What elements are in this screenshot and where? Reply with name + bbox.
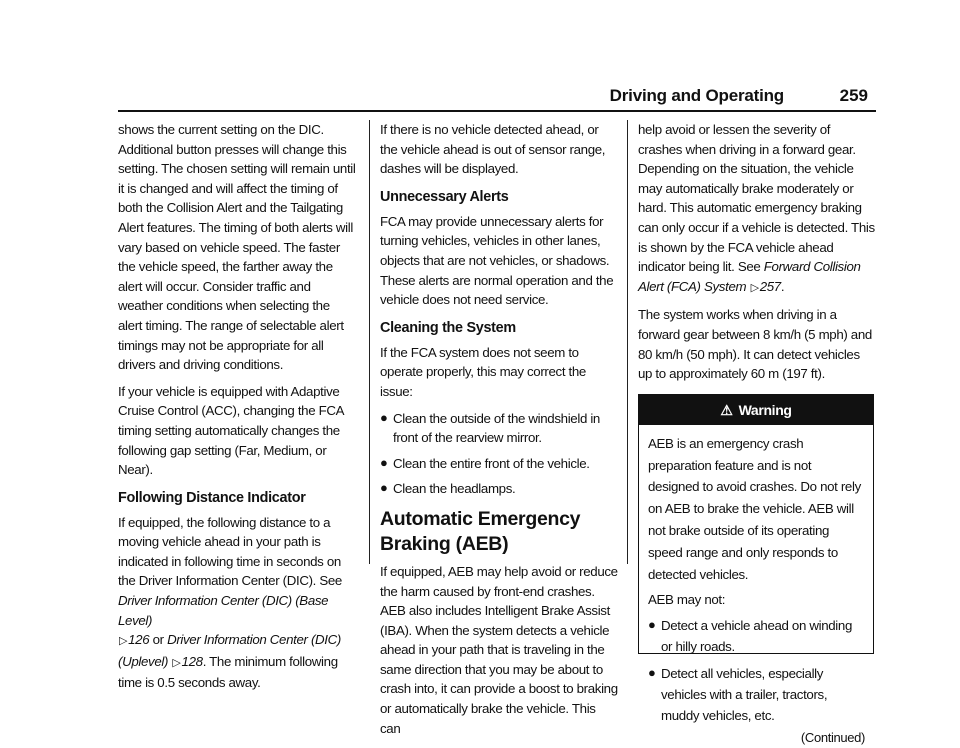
- paragraph: The system works when driving in a forward gear between 8 km/h (5 mph) and 80 km/h (50 mph). It can detect vehicles up to approximately 60 m (197 ft).: [638, 307, 872, 382]
- paragraph: If your vehicle is equipped with Adaptive Cruise Control (ACC), changing the FCA timing setting automatically changes the following gap setting (Far, Medium, or Near).: [118, 383, 344, 478]
- column-divider: [369, 120, 370, 564]
- heading-aeb: Automatic Emergency Braking (AEB): [380, 507, 581, 555]
- heading-following-distance: Following Distance Indicator: [118, 489, 306, 506]
- paragraph: If equipped, AEB may help avoid or reduce the harm caused by front-end crashes. AEB also includes Intelligent Brake Assist (IBA). When the system detects a vehicle ahead in your path that is traveling in the same direction that you may be about to crash into, it can provide a boost to braking or automatically brake the vehicle. This can: [380, 563, 618, 736]
- paragraph: help avoid or lessen the severity of crashes when driving in a forward gear. Depending on the situation, the vehicle may automatically brake moderately or hard. This automatic emergency braking can only occur if a vehicle is detected. This is shown by the FCA vehicle ahead indicator being lit. See Forward Collision Alert (FCA) System ▷257.: [638, 122, 875, 294]
- paragraph: If equipped, the following distance to a moving vehicle ahead in your path is indicated in following time in seconds on the Driver Information Center (DIC). See Driver Information Center (DIC) (Base Level) ▷126 or Driver Information Center (DIC) (Uplevel) ▷128. The minimum following time is 0.5 seconds away.: [118, 514, 342, 691]
- cross-reference-link[interactable]: Driver Information Center (DIC) (Uplevel): [118, 632, 341, 669]
- paragraph: If the FCA system does not seem to operate properly, this may correct the issue:: [380, 344, 586, 399]
- page-header: [118, 80, 876, 112]
- page-ref[interactable]: 128: [181, 653, 203, 669]
- section-title: Driving and Operating: [609, 86, 784, 105]
- cross-reference-link[interactable]: Driver Information Center (DIC) (Base Level): [118, 593, 329, 628]
- warning-box: [638, 394, 874, 746]
- warning-body: [639, 425, 873, 748]
- continued-label: (Continued): [800, 730, 865, 746]
- bullet-icon: ●: [648, 617, 656, 633]
- heading-cleaning-system: Cleaning the System: [380, 319, 516, 336]
- page-ref[interactable]: 257: [759, 278, 781, 294]
- column-3: [638, 120, 876, 746]
- page-ref-arrow-icon: ▷: [172, 656, 181, 669]
- column-divider: [627, 120, 628, 564]
- bullet-list: [648, 615, 865, 726]
- page-ref-arrow-icon: ▷: [119, 635, 128, 648]
- list-item: ● Detect all vehicles, especially vehicles with a trailer, tractors, muddy vehicles, etc.: [648, 663, 865, 726]
- warning-header: [639, 395, 873, 425]
- paragraph: AEB is an emergency crash preparation feature and is not designed to avoid crashes. Do not rely on AEB to brake the vehicle. AEB will not brake outside of its operating speed range and only responds to detected vehicles.: [648, 435, 861, 582]
- list-item: ● Clean the entire front of the vehicle.: [380, 454, 590, 471]
- paragraph: If there is no vehicle detected ahead, or the vehicle ahead is out of sensor range, dashes will be displayed.: [380, 122, 606, 177]
- warning-triangle-icon: ⚠: [720, 401, 733, 418]
- bullet-list: [380, 409, 618, 499]
- paragraph: shows the current setting on the DIC. Additional button presses will change this setting. The chosen setting will remain until it is changed and will affect the timing of both the Collision Alert and the Tailgating Alert features. The timing of both alerts will vary based on vehicle speed. The faster the vehicle speed, the farther away the alert will occur. Consider traffic and weather conditions when selecting the alert timing. The range of selectable alert timings may not be appropriate for all drivers and driving conditions.: [118, 122, 356, 373]
- paragraph: AEB may not:: [648, 592, 726, 608]
- page-number: 259: [839, 86, 868, 105]
- list-item: ● Clean the headlamps.: [380, 480, 516, 497]
- header-rule: [118, 110, 876, 112]
- column-1: [118, 120, 356, 700]
- bullet-icon: ●: [380, 454, 388, 470]
- list-item: ● Detect a vehicle ahead on winding or hilly roads.: [648, 615, 865, 657]
- page-ref[interactable]: 126: [128, 632, 150, 648]
- bullet-icon: ●: [380, 409, 388, 425]
- bullet-icon: ●: [380, 480, 388, 496]
- heading-unnecessary-alerts: Unnecessary Alerts: [380, 188, 509, 205]
- warning-title: Warning: [738, 401, 792, 418]
- page-ref-arrow-icon: ▷: [750, 281, 759, 294]
- cross-reference-link[interactable]: Forward Collision Alert (FCA) System: [638, 259, 861, 294]
- list-item: ● Clean the outside of the windshield in front of the rearview mirror.: [380, 409, 600, 446]
- column-2: [380, 120, 618, 745]
- paragraph: FCA may provide unnecessary alerts for turning vehicles, vehicles in other lanes, objects that are not vehicles, or shadows. These alerts are normal operation and the vehicle does not need service.: [380, 213, 614, 308]
- bullet-icon: ●: [648, 665, 656, 681]
